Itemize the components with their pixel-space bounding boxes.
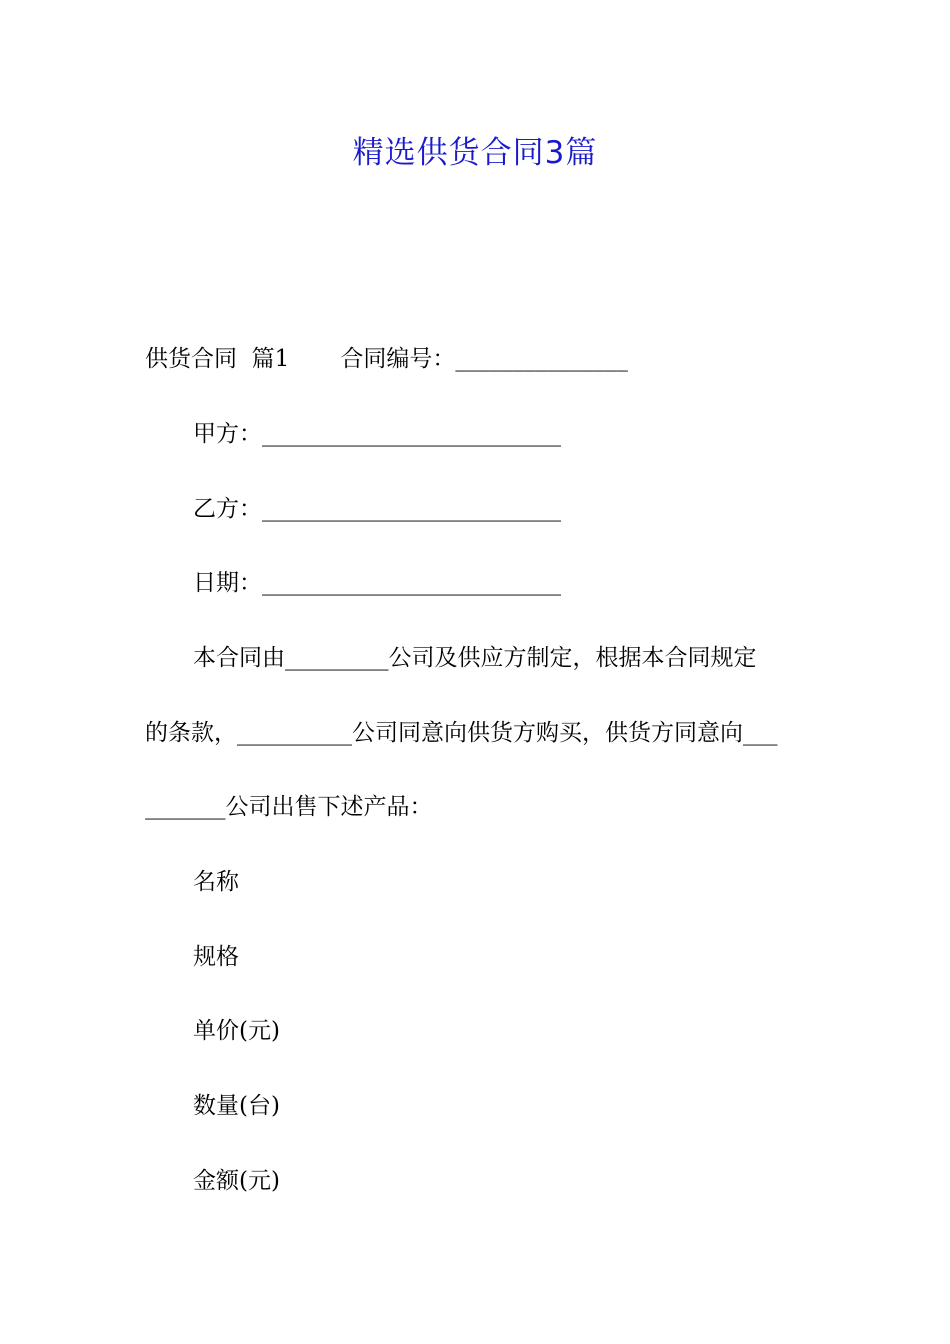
page-title: 精选供货合同3篇 — [352, 135, 598, 171]
item-quantity-label: 数量(台) — [193, 1093, 280, 1119]
party-a-line: 甲方：__________________________ — [193, 421, 561, 447]
item-spec-label: 规格 — [193, 944, 239, 970]
item-unit-price-label: 单价(元) — [193, 1018, 280, 1044]
item-amount-label: 金额(元) — [193, 1168, 280, 1194]
body-paragraph-line-3: _______公司出售下述产品： — [145, 794, 433, 820]
item-name-label: 名称 — [193, 869, 239, 895]
date-line: 日期：__________________________ — [193, 570, 561, 596]
body-paragraph-line-2: 的条款，__________公司同意向供货方购买，供货方同意向___ — [145, 720, 778, 746]
party-b-line: 乙方：__________________________ — [193, 496, 561, 522]
body-paragraph-line-1: 本合同由_________公司及供应方制定，根据本合同规定 — [193, 645, 757, 671]
contract-header-line: 供货合同 篇1 合同编号：_______________ — [145, 346, 628, 372]
